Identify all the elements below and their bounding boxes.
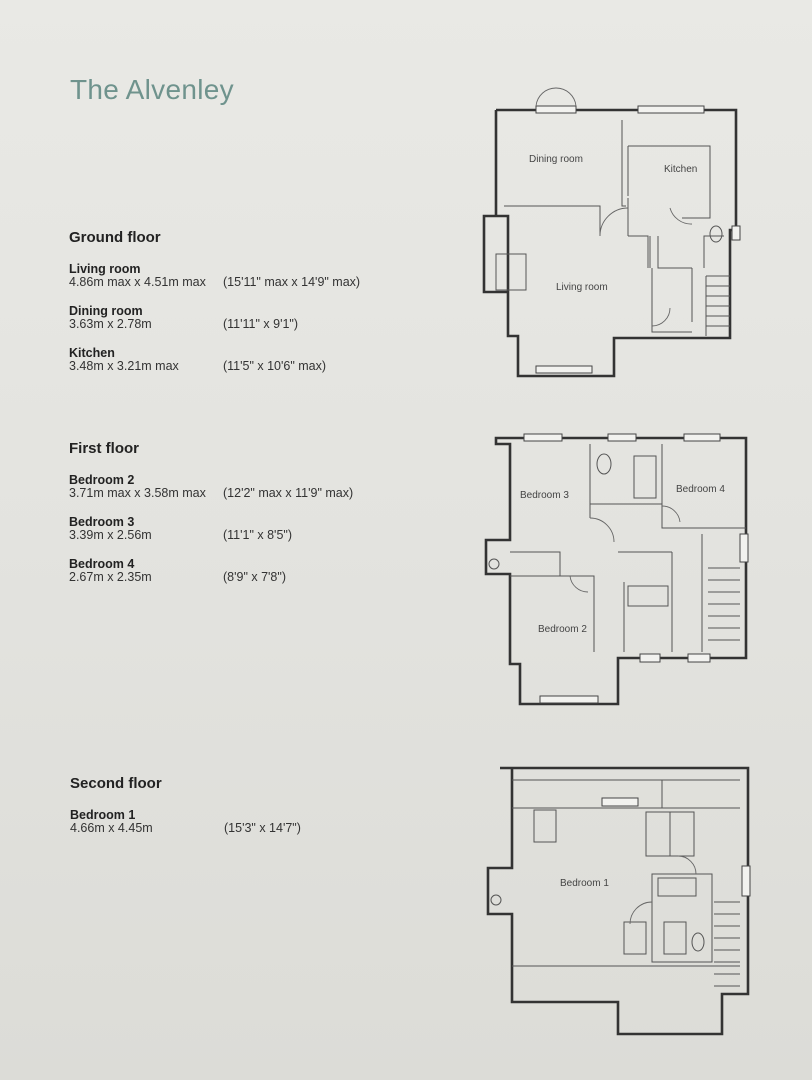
room-metric: 3.39m x 2.56m [69, 528, 152, 542]
plan-label-bedroom-1: Bedroom 1 [560, 878, 609, 889]
room-imperial: (12'2" max x 11'9" max) [223, 486, 354, 500]
plan-label-bedroom-2: Bedroom 2 [538, 624, 587, 635]
plan-label-bedroom-4: Bedroom 4 [676, 484, 725, 495]
room-metric: 3.63m x 2.78m [69, 317, 152, 331]
room-spec [70, 808, 400, 835]
room-name: Bedroom 3 [69, 515, 135, 529]
room-spec [69, 557, 399, 584]
first-floor-section [69, 440, 399, 607]
ground-floor-plan [478, 86, 758, 382]
plan-label-bedroom-3: Bedroom 3 [520, 490, 569, 501]
room-metric: 3.71m max x 3.58m max [69, 486, 206, 500]
room-metric: 3.48m x 3.21m max [69, 359, 179, 373]
room-spec [69, 304, 399, 331]
plan-label-kitchen: Kitchen [664, 164, 698, 175]
room-imperial: (15'11" max x 14'9" max) [223, 275, 361, 289]
ground-floor-section [69, 229, 399, 396]
second-floor-section [70, 775, 400, 858]
floor-heading: Ground floor [69, 229, 161, 246]
room-imperial: (11'5" x 10'6" max) [223, 359, 327, 373]
first-floor-plan [478, 430, 758, 712]
room-name: Dining room [69, 304, 143, 318]
room-imperial: (8'9" x 7'8") [223, 570, 286, 584]
page-title: The Alvenley [70, 74, 234, 105]
floor-heading: Second floor [70, 775, 162, 792]
room-name: Kitchen [69, 346, 115, 360]
plan-label-dining: Dining room [529, 154, 583, 165]
room-spec [69, 346, 399, 373]
plan-label-living: Living room [556, 282, 608, 293]
room-metric: 4.86m max x 4.51m max [69, 275, 206, 289]
second-floor-plan [478, 762, 760, 1044]
room-name: Bedroom 2 [69, 473, 135, 487]
room-imperial: (11'1" x 8'5") [223, 528, 293, 542]
room-spec [69, 473, 399, 500]
room-spec [69, 262, 399, 289]
room-metric: 4.66m x 4.45m [70, 821, 153, 835]
room-imperial: (11'11" x 9'1") [223, 317, 299, 331]
floor-heading: First floor [69, 440, 139, 457]
room-name: Bedroom 4 [69, 557, 135, 571]
room-name: Bedroom 1 [70, 808, 136, 822]
room-spec [69, 515, 399, 542]
room-name: Living room [69, 262, 141, 276]
room-metric: 2.67m x 2.35m [69, 570, 152, 584]
room-imperial: (15'3" x 14'7") [224, 821, 301, 835]
